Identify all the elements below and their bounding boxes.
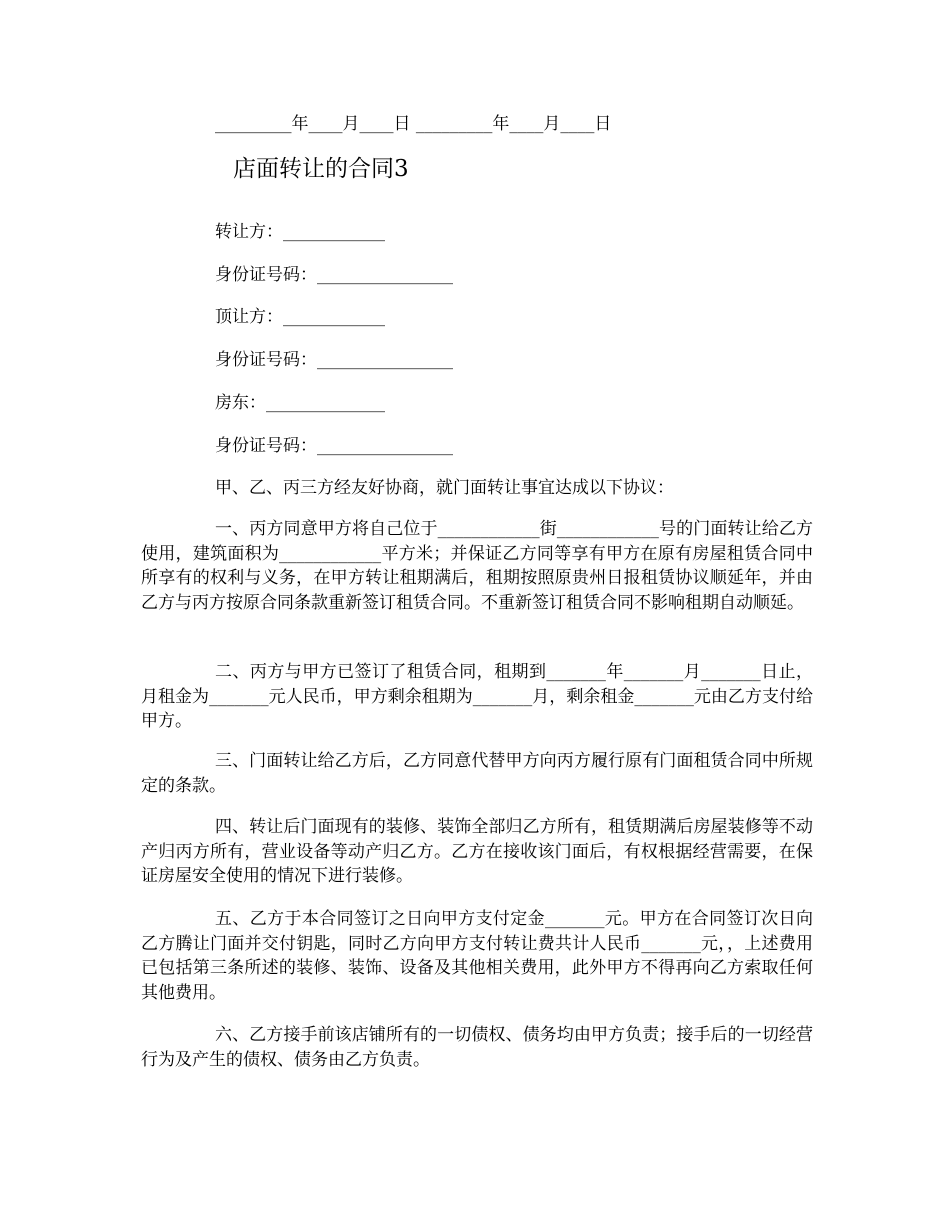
field-label: 顶让方：: [215, 307, 283, 327]
document-title: 店面转让的合同3: [233, 156, 409, 182]
clause-5: 五、乙方于本合同签订之日向甲方支付定金_______元。甲方在合同签订次日向乙方腾让门面并交付钥匙，同时乙方向甲方支付转让费共计人民币_______元，，上述费用已包括第三条所述的装修、装饰、设备及其他相关费用，此外甲方不得再向乙方索取任何其他费用。: [141, 909, 813, 1003]
field-label: 身份证号码：: [215, 350, 317, 370]
landlord-id-field: [215, 434, 453, 458]
field-blank: ________________: [317, 436, 453, 456]
field-blank: ________________: [317, 265, 453, 285]
clause-1: 一、丙方同意甲方将自己位于____________街____________号的门面转让给乙方使用，建筑面积为____________平方米；并保证乙方同等享有甲方在原有房屋租赁合同中所享有的权利与义务，在甲方转让租期满后，租期按照原贵州日报租赁协议顺延年，并由乙方与丙方按原合同条款重新签订租赁合同。不重新签订租赁合同不影响租期自动顺延。: [141, 519, 813, 613]
clause-6: 六、乙方接手前该店铺所有的一切债权、债务均由甲方负责；接手后的一切经营行为及产生的债权、债务由乙方负责。: [141, 1025, 813, 1070]
field-label: 身份证号码：: [215, 436, 317, 456]
field-label: 房东：: [215, 393, 266, 413]
field-blank: ____________: [283, 307, 385, 327]
clause-2: 二、丙方与甲方已签订了租赁合同，租期到_______年_______月_______日止，月租金为_______元人民币，甲方剩余租期为_______月，剩余租金_______元由乙方支付给甲方。: [141, 662, 813, 731]
transferor-field: [215, 220, 385, 244]
transferee-field: [215, 305, 385, 329]
transferor-id-field: [215, 263, 453, 287]
agreement-intro: 甲、乙、丙三方经友好协商，就门面转让事宜达成以下协议：: [215, 478, 674, 498]
field-label: 转让方：: [215, 222, 283, 242]
field-blank: ______________: [266, 393, 385, 413]
field-blank: ____________: [283, 222, 385, 242]
field-label: 身份证号码：: [215, 265, 317, 285]
clause-3: 三、门面转让给乙方后，乙方同意代替甲方向丙方履行原有门面租赁合同中所规定的条款。: [141, 751, 813, 796]
landlord-field: [215, 391, 385, 415]
signature-date-line: _________年____月____日 _________年____月____日: [215, 114, 612, 134]
transferee-id-field: [215, 348, 453, 372]
clause-4: 四、转让后门面现有的装修、装饰全部归乙方所有，租赁期满后房屋装修等不动产归丙方所有，营业设备等动产归乙方。乙方在接收该门面后，有权根据经营需要，在保证房屋安全使用的情况下进行装修。: [141, 817, 813, 886]
field-blank: ________________: [317, 350, 453, 370]
